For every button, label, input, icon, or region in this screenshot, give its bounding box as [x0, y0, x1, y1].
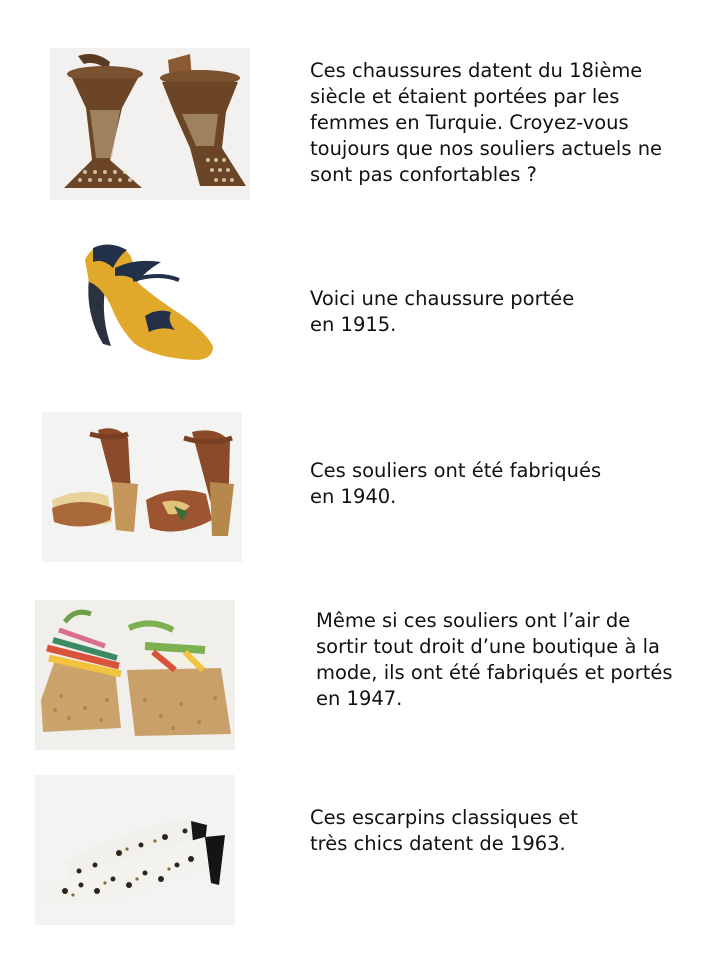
caption-line: femmes en Turquie. Croyez-vous	[310, 111, 629, 134]
caption-1963	[310, 805, 578, 857]
caption-18th-century	[310, 58, 662, 188]
caption-1940	[310, 458, 601, 510]
caption-line: mode, ils ont été fabriqués et portés	[316, 661, 673, 684]
caption-line: très chics datent de 1963.	[310, 832, 566, 855]
caption-line: siècle et étaient portées par les	[310, 85, 620, 108]
ottoman-platform-clogs-image	[50, 48, 250, 200]
caption-line: en 1915.	[310, 313, 397, 336]
caption-line: Voici une chaussure portée	[310, 287, 575, 310]
caption-line: toujours que nos souliers actuels ne	[310, 137, 663, 160]
caption-line: sortir tout droit d’une boutique à la	[316, 635, 660, 658]
caption-line: en 1940.	[310, 485, 397, 508]
caption-1915	[310, 286, 574, 338]
caption-line: Même si ces souliers ont l’air de	[316, 609, 631, 632]
caption-line: Ces chaussures datent du 18ième	[310, 59, 643, 82]
1940-platform-sandals-image	[42, 412, 242, 562]
1947-cork-wedge-sandals-image	[35, 600, 235, 750]
caption-line: Ces souliers ont été fabriqués	[310, 459, 602, 482]
caption-line: sont pas confortables ?	[310, 163, 537, 186]
1915-heeled-shoe-image	[75, 228, 230, 368]
caption-line: Ces escarpins classiques et	[310, 806, 578, 829]
caption-line: en 1947.	[316, 687, 403, 710]
1963-leopard-pumps-image	[35, 775, 235, 925]
caption-1947	[316, 608, 673, 712]
